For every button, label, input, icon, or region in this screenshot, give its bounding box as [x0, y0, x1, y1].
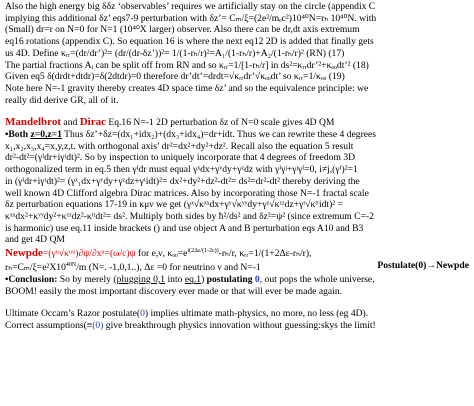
heading-and: and [61, 117, 80, 129]
text-line: eq16 rotations (appendix C). So equation 16 is where the next eq12 2D is added that finally gets [5, 36, 374, 48]
newpde-equation [5, 246, 469, 260]
paragraph-gap [5, 297, 469, 308]
text-line: Also the high energy big δδz ‘observables’ requires we artificially stay on the circle (appendix C [5, 1, 376, 12]
text-line: x₁,x₂,x₃,x₄=x,y,z,t. with orthogonal axis’ dr²=dx²+dy²+dz². Recall also the equation 5 result [5, 140, 354, 152]
assumptions-line [5, 320, 469, 332]
newpde-tail-a: for e,ν, κₒₒ=e [135, 248, 188, 260]
mandelbrot-label: Mandelbrot [5, 116, 62, 129]
paragraph-gr-derivation [5, 1, 469, 106]
text-line: and get 4D QM [5, 234, 65, 246]
conclusion-eq1: eq.1 [184, 273, 202, 285]
text-line: us 4D. Define κᵣᵣ=(dr/dr’)²= (dr/(dr-δz’))²= 1/(1-rₕ/r)²=A₁/(1-rₕ/r)+A₂/(1-rₕ/r)² (RN) (17) [5, 47, 345, 59]
newpde-label: Newpde [5, 247, 43, 260]
newpde-sup: i(2Δε/(1-2ε)) [187, 248, 219, 255]
occam-zero: 0 [140, 308, 145, 320]
conclusion-text: , out pops the whole universe, [259, 273, 375, 285]
text-line: (Small) dr=r on N=0 for N=1 (10⁴⁰X larger) observer. Also there can be dr,dt axis extremum [5, 24, 360, 36]
occam-line [5, 308, 469, 320]
postulate-newpde: Postulate(0)→Newpde [377, 259, 469, 271]
text-line: dr²-dt²=(γᴵdr+iγᵗdt)². So by inspection to uniquely incorporate that 4 degrees of freedom 3D [5, 152, 356, 164]
text-line: orthogonalized term in eq.5 then γᴵdr must equal γˣdx+γʸdy+γᶻdz with γᴵγʲ+γʲγᴵ=0, i≠j,(γᴵ)²=1 [5, 164, 358, 176]
bullet-prefix: •Both [5, 129, 31, 141]
dirac-label: Dirac [79, 116, 106, 129]
bullet-both [5, 129, 469, 141]
conclusion-text: So by merely ( [57, 273, 117, 285]
bullet-rest: Thus δz’+δz=(dx₁+idx₂)+(dx₃+idx₄)=dr+idt. Thus we can rewrite these 4 degrees [61, 129, 377, 141]
conclusion-text: ) [201, 273, 207, 285]
text-line: implying this additional δz’ eqs7-9 perturbation with δz’= Cₘ/ξ=(2e²/mₑc²)10⁴⁰N=rₕ 10⁴⁰N. with [5, 12, 377, 24]
conclusion [5, 274, 469, 286]
text-line: really did derive GR, all of it. [5, 94, 119, 106]
conclusion-text: into [165, 273, 185, 285]
newpde-line2-b: /m (N=. -1,0,1..), Δε =0 for neutrino ν and N=-1 [76, 262, 261, 274]
section-heading [5, 117, 469, 129]
bullet-key: z=0,z=1 [30, 129, 62, 141]
paragraph-gap [5, 106, 469, 117]
assumptions-text: give breakthrough physics innovation without guessing:skys the limit! [103, 319, 376, 331]
occam-text: Ultimate Occam’s Razor postulate( [5, 308, 141, 320]
text-line: The partial fractions Aᵢ can be split off from RN and so κᵣᵣ=1/[1-rₕ/r] in ds²=κᵣᵣdr’²+κₒₒdt’² (18) [5, 59, 369, 71]
text-line: δz perturbation equations 17-19 in κμν we get (γˣ√κˣˣdx+γʸ√κʸʸdy+γᶻ√κᶻᶻdz+γᵗ√κᵗᵗidt)² = [5, 199, 343, 211]
occam-text: ) implies ultimate math-physics, no more, no less (eg 4D). [144, 308, 369, 320]
assumptions-zero: (0) [92, 319, 104, 331]
newpde-tail-b: -rₕ/r, κᵣᵣ=1/(1+2Δε-rₕ/r), [218, 248, 312, 260]
newpde-line2-sup: 40N [65, 261, 77, 268]
conclusion-plugging: plugging 0,1 [116, 273, 166, 285]
text-line: BOOM! easily the most important discovery ever made or that will ever be made again. [5, 285, 343, 297]
paragraph-occam [5, 308, 469, 331]
newpde-line2 [5, 260, 469, 274]
conclusion-zero: 0 [252, 273, 260, 285]
text-line: Note here N=-1 gravity thereby creates 4D space time δz’ and so the equivalence principle: we [5, 82, 369, 94]
assumptions-text: Correct assumptions(≡ [5, 319, 93, 331]
paragraph-dirac-derivation [5, 117, 469, 297]
newpde-line2-a: rₕ=Cₘ/ξ=e²X10 [5, 262, 66, 274]
text-line: is harmonic) use eq.11 inside brackets () and use object A and B perturbation eqs A10 and B3 [5, 222, 364, 234]
text-line: in (γᴵdr+iγᵗdt)²= (γˣ₁dx+γʸdy+γᶻdz+γᵗidt)²= dx²+dy²+dz²-dt²= ds²=dr²-dt² thereby deriving the [5, 175, 360, 187]
heading-rest: Eq.16 N=-1 2D perturbation δz of N=0 scale gives 4D QM [105, 117, 335, 129]
text-line: well known 4D Clifford algebra Dirac matrices. Also by incorporating those N=-1 fractal scale [5, 187, 369, 199]
conclusion-label: •Conclusion: [5, 273, 58, 285]
newpde-eq: =(γᵘ√κᵘᵘ)∂ψ/∂xᵘ=(ω/c)ψ [42, 248, 136, 260]
text-line: Given eq5 δ(drdt+dtdr)=δ(2dtdr)=0 therefore dr’dt’=drdt=√κᵣᵣdr’√κₒₒdt’ so κᵣᵣ=1/κₒₒ (19) [5, 71, 345, 83]
conclusion-postulating: postulating [206, 273, 253, 285]
text-line: κˣˣdx²+κʸʸdy²+κᶻᶻdz²-κᵗᵗdt²= ds². Multiply both sides by ħ²/ds² and δz²=ψ² (since extremum C=-2 [5, 210, 374, 222]
